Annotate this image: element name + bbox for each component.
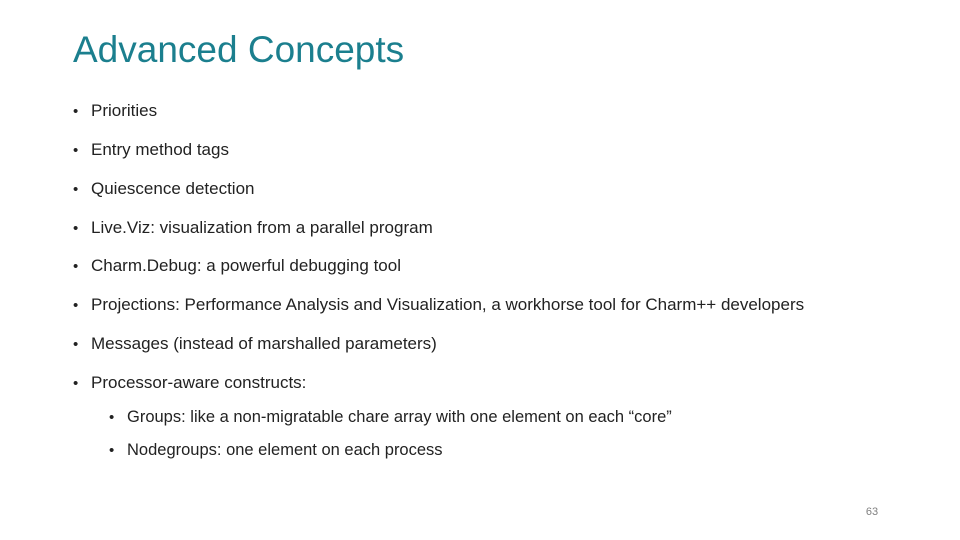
bullet-item xyxy=(73,371,306,395)
sub-bullet-text: Groups: like a non-migratable chare array with one element on each “core” xyxy=(127,408,672,426)
sub-bullet-text: Nodegroups: one element on each process xyxy=(127,441,443,459)
bullet-dot: • xyxy=(109,442,115,459)
bullet-text: Live.Viz: visualization from a parallel program xyxy=(91,218,433,237)
sub-bullet-item xyxy=(109,405,672,429)
bullet-text: Processor-aware constructs: xyxy=(91,373,307,392)
page-number: 63 xyxy=(865,506,879,518)
sub-bullet-item xyxy=(109,438,443,462)
bullet-item xyxy=(73,138,229,162)
bullet-item xyxy=(73,99,157,123)
bullet-text: Priorities xyxy=(91,101,158,120)
bullet-text: Quiescence detection xyxy=(91,179,255,198)
bullet-dot: • xyxy=(73,258,79,275)
bullet-dot: • xyxy=(73,375,79,392)
bullet-item xyxy=(73,332,437,356)
slide-title: Advanced Concepts xyxy=(73,29,405,70)
bullet-dot: • xyxy=(73,336,79,353)
bullet-text: Entry method tags xyxy=(91,140,229,159)
bullet-dot: • xyxy=(109,409,115,426)
bullet-item xyxy=(73,216,433,240)
bullet-dot: • xyxy=(73,220,79,237)
bullet-item xyxy=(73,177,255,201)
bullet-text: Messages (instead of marshalled parameters) xyxy=(91,334,437,353)
bullet-dot: • xyxy=(73,297,79,314)
bullet-dot: • xyxy=(73,181,79,198)
bullet-text: Charm.Debug: a powerful debugging tool xyxy=(91,256,401,275)
bullet-dot: • xyxy=(73,142,79,159)
bullet-item xyxy=(73,293,804,317)
bullet-dot: • xyxy=(73,103,79,120)
bullet-item xyxy=(73,254,401,278)
bullet-text: Projections: Performance Analysis and Visualization, a workhorse tool for Charm++ developers xyxy=(91,295,805,314)
